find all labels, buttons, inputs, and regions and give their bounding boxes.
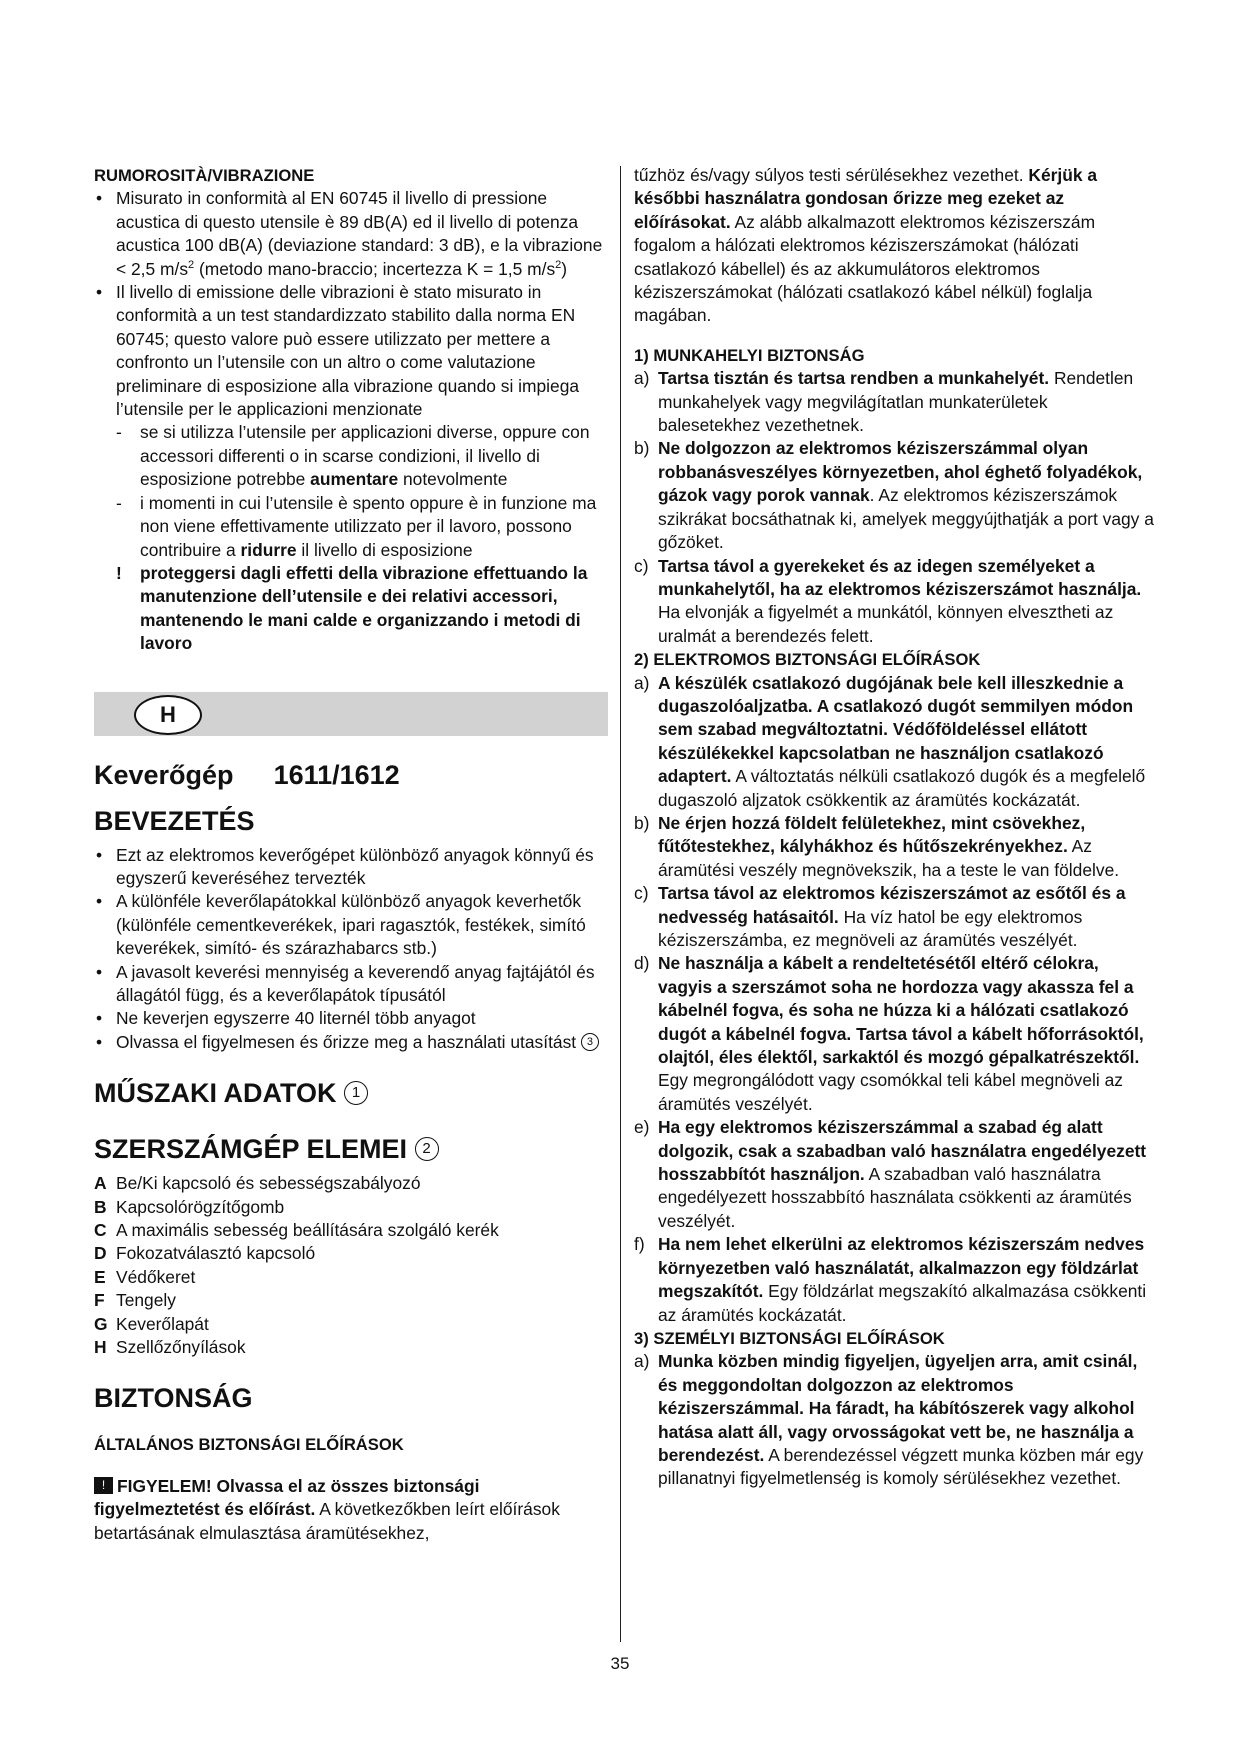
cont-a: tűzhöz és/vagy súlyos testi sérülésekhez vezethet. [634,165,1029,185]
vibration-warning [94,562,608,656]
rule-lead: Ne érjen hozzá földelt felületekhez, mint csövekhez, fűtőtestekhez, kályhákhoz és hűtőszekrényekhez. [658,812,1086,857]
rule-item [634,672,1154,812]
part-key: B [94,1196,107,1217]
figure-ref-2: 2 [415,1137,439,1161]
part-key: A [94,1173,107,1194]
rule-rest: Ha víz hatol be egy elektromos kéziszerszámba, ez megnöveli az áramütés veszélyét. [658,906,1083,950]
rumor-dash-list [94,421,608,561]
rule-letter: c) [634,555,649,576]
rule-rest: A változtatás nélküli csatlakozó dugók és a megfelelő dugaszoló aljzatok csökkentik az áramütés kockázatát. [658,766,1146,810]
cont-bold: Kérjük a későbbi használatra gondosan őrizze meg ezeket az előírásokat. [634,165,1098,232]
dash2-b: il livello di esposizione [296,539,473,560]
rule-lead: Munka közben mindig figyeljen, ügyeljen arra, amit csinál, és meggondoltan dolgozzon az elektromos kéziszerszámmal. Ha fáradt, ha kábítószerek vagy alkohol hatása alatt áll, vagy orvosságokat vett be, ne használja a berendezést. [658,1351,1138,1465]
rule-lead: Ha egy elektromos kéziszerszámmal a szabad ég alatt dolgozik, csak a szabadban való használatra engedélyezett hosszabbítót használjon. [658,1117,1147,1185]
rule-item [634,437,1154,554]
part-item [94,1242,608,1265]
rule-letter: a) [634,1351,650,1372]
parts-heading [94,1132,608,1166]
rule-item [634,1116,1154,1233]
exclamation-icon: ! [116,562,122,583]
vibration-warning-text: proteggersi dagli effetti della vibrazione effettuando la manutenzione dell’utensile e dei relativi accessori, mantenendo le mani calde e organizzando i metodi di lavoro [140,562,588,654]
s3-heading: 3) SZEMÉLYI BIZTONSÁGI ELŐÍRÁSOK [634,1328,945,1348]
rule-lead: Ne használja a kábelt a rendeltetésétől eltérő célokra, vagyis a szerszámot soha ne hordozza vagy akassza fel a kábelnél fogva, és soha ne húzza ki a hálózati csatlakozó dugót a kábelnél fogva. Tartsa távol a kábelt hőforrásoktól, olajtól, éles élektől, sarkaktól és mozgó gépalkatrészektől. [658,953,1144,1068]
rule-lead: A készülék csatlakozó dugójának bele kell illeszkednie a dugaszolóaljzatba. A csatlakozó dugót semmilyen módon sem szabad megváltoztatni. Védőföldeléssel ellátott készülékekkel kapcsolatban ne használjon csatlakozó adaptert. [658,672,1134,787]
rule-item [634,1350,1154,1490]
part-key: C [94,1220,107,1240]
language-badge: H [134,695,202,735]
part-text: Fokozatválasztó kapcsoló [116,1243,316,1264]
part-text: Védőkeret [116,1266,196,1287]
rule-letter: b) [634,812,650,833]
rumor-bullet-1 [94,187,608,281]
warning-icon: ! [94,1477,113,1494]
part-item [94,1313,608,1336]
rumor-b1-c: ) [561,258,568,279]
intro-item: • A javasolt keverési mennyiség a keverendő anyag fajtájától és állagától függ, és a keverőlapátok típusától [94,961,608,1008]
part-key: F [94,1290,105,1311]
rumor-b1-a: Misurato in conformità al EN 60745 il livello di pressione acustica di questo utensile è 89 dB(A) ed il livello di potenza acustica 100 dB(A) (deviazione standard: 3 dB), e la vibrazione < 2,5 m/s [116,188,603,279]
parts-heading-text: SZERSZÁMGÉP ELEMEI [94,1134,408,1165]
product-model: 1611/1612 [273,759,400,790]
figure-ref-1: 1 [344,1081,368,1105]
rumor-bullet-2 [94,281,608,562]
part-key: D [94,1243,107,1264]
dash2-a: i momenti in cui l’utensile è spento oppure è in funzione ma non viene effettivamente utilizzato per il lavoro, possono contribuire a [140,492,597,560]
part-text: A maximális sebesség beállítására szolgáló kerék [116,1220,499,1240]
left-column [94,164,608,1545]
intro-item [94,1031,608,1054]
right-column [634,164,1154,1491]
rule-letter: c) [634,883,649,904]
intro-last-text: Olvassa el figyelmesen és őrizze meg a használati utasítást [116,1031,577,1052]
part-text: Tengely [116,1290,176,1311]
rumor-list [94,187,608,562]
s1-heading: 1) MUNKAHELYI BIZTONSÁG [634,345,865,365]
part-item [94,1172,608,1195]
general-safety-heading: ÁLTALÁNOS BIZTONSÁGI ELŐÍRÁSOK [94,1435,404,1455]
rule-lead: Ha nem lehet elkerülni az elektromos kéziszerszám nedves környezetben való használatát, alkalmazzon egy földzárlat megszakítót. [658,1234,1145,1302]
rule-letter: a) [634,368,650,389]
part-key: G [94,1313,108,1334]
rule-letter: e) [634,1117,650,1138]
part-key: H [94,1337,107,1358]
warning-bold: FIGYELEM! Olvassa el az összes biztonsági figyelmeztetést és előírást. [94,1475,480,1520]
parts-list [94,1172,608,1359]
language-bar [94,692,608,736]
column-divider [620,166,621,1642]
rule-rest: A berendezéssel végzett munka közben már egy pillanatnyi figyelmetlenség is komoly sérülésekhez vezethet. [658,1444,1144,1489]
superscript-2b: 2 [555,258,562,271]
part-item [94,1336,608,1359]
tech-heading-text: MŰSZAKI ADATOK [94,1078,337,1109]
product-title [94,758,608,792]
part-key: E [94,1266,106,1287]
s3-list [634,1350,1154,1490]
rule-item [634,1233,1154,1327]
general-warning [94,1475,608,1545]
warning-text: A következőkben leírt előírások betartásának elmulasztása áramütésekhez, [94,1499,560,1543]
part-text: Keverőlapát [116,1313,209,1334]
rule-letter: b) [634,438,650,459]
rule-item [634,952,1154,1116]
dash1-b: notevolmente [398,469,508,490]
rumor-dash-1 [94,421,608,491]
s2-heading: 2) ELEKTROMOS BIZTONSÁGI ELŐÍRÁSOK [634,650,981,670]
cont-b: Az alább alkalmazott elektromos kéziszerszám fogalom a hálózati elektromos kéziszerszámokat (hálózati csatlakozó kábellel) és az akkumulátoros elektromos kéziszerszámokat (hálózati csatlakozó kábel nélkül) foglalja magában. [634,211,1096,326]
page-number: 35 [610,1654,630,1673]
rumor-dash-2 [94,492,608,562]
continued-paragraph [634,164,1154,328]
intro-list [94,844,608,1055]
part-text: Szellőzőnyílások [116,1337,246,1358]
rule-rest: Egy földzárlat megszakító alkalmazása csökkenti az áramütés kockázatát. [658,1281,1147,1325]
superscript-2: 2 [188,258,195,271]
intro-item: • Ne keverjen egyszerre 40 liternél több anyagot [94,1007,608,1030]
rule-item [634,555,1154,649]
rule-item [634,882,1154,952]
rule-rest: Rendetlen munkahelyek vagy megvilágítatlan munkaterületek balesetekhez vezethetnek. [658,368,1134,436]
rumor-b2: Il livello di emissione delle vibrazioni è stato misurato in conformità a un test standardizzato stabilito dalla norma EN 60745; questo valore può essere utilizzato per mettere a confronto un l’utensile con un altro o come valutazione preliminare di esposizione alla vibrazione quando si impiega l’utensile per le applicazioni menzionate [116,282,580,420]
s1-list [634,367,1154,648]
part-text: Kapcsolórögzítőgomb [116,1196,285,1217]
part-text: Be/Ki kapcsoló és sebességszabályozó [116,1173,421,1194]
rule-item [634,367,1154,437]
part-item [94,1219,608,1242]
rule-rest: Ha elvonják a figyelmét a munkától, könnyen elvesztheti az uralmát a berendezés felett. [658,602,1114,646]
part-item [94,1289,608,1312]
rule-item [634,812,1154,882]
rule-rest: Az áramütési veszély megnövekszik, ha a teste le van földelve. [658,836,1120,880]
rule-letter: f) [634,1234,645,1255]
safety-heading: BIZTONSÁG [94,1383,253,1414]
rule-letter: a) [634,672,650,693]
rule-rest: A szabadban való használatra engedélyezett hosszabbító használata csökkenti az áramütés veszélyét. [658,1164,1132,1231]
rule-rest: . Az elektromos kéziszerszámok szikrákat bocsáthatnak ki, amelyek meggyújthatják a port vagy a gőzöket. [658,485,1154,553]
rumor-b1-b: (metodo mano-braccio; incertezza K = 1,5 m/s [194,258,556,279]
product-name: Keverőgép [94,759,234,790]
tech-heading [94,1076,608,1110]
rule-lead: Ne dolgozzon az elektromos kéziszerszámmal olyan robbanásveszélyes környezetben, ahol éghető folyadékok, gázok vagy porok vannak [658,438,1143,506]
dash2-bold: ridurre [240,539,297,560]
rule-lead: Tartsa távol az elektromos kéziszerszámot az esőtől és a nedvesség hatásaitól. [658,883,1126,927]
rumor-heading: RUMOROSITÀ/VIBRAZIONE [94,166,315,185]
figure-ref-3: 3 [581,1033,599,1051]
rule-rest: Egy megrongálódott vagy csomókkal teli kábel megnöveli az áramütés veszélyét. [658,1070,1123,1114]
part-item [94,1196,608,1219]
part-item [94,1266,608,1289]
intro-heading: BEVEZETÉS [94,805,255,836]
rule-lead: Tartsa tisztán és tartsa rendben a munkahelyét. [658,368,1050,389]
dash1-bold: aumentare [310,469,399,490]
rule-letter: d) [634,953,650,974]
s2-list [634,672,1154,1327]
intro-item: • Ezt az elektromos keverőgépet különböző anyagok könnyű és egyszerű keveréséhez tervezték [94,844,608,891]
intro-item: • A különféle keverőlapátokkal különböző anyagok keverhetők (különféle cementkeverékek, ipari ragasztók, festékek, simító keverékek, simító- és szárazhabarcs stb.) [94,890,608,960]
dash1-a: se si utilizza l’utensile per applicazioni diverse, oppure con accessori differenti o in scarse condizioni, il livello di esposizione potrebbe [140,422,590,490]
rule-lead: Tartsa távol a gyerekeket és az idegen személyeket a munkahelytől, ha az elektromos kéziszerszámot használja. [658,555,1142,599]
